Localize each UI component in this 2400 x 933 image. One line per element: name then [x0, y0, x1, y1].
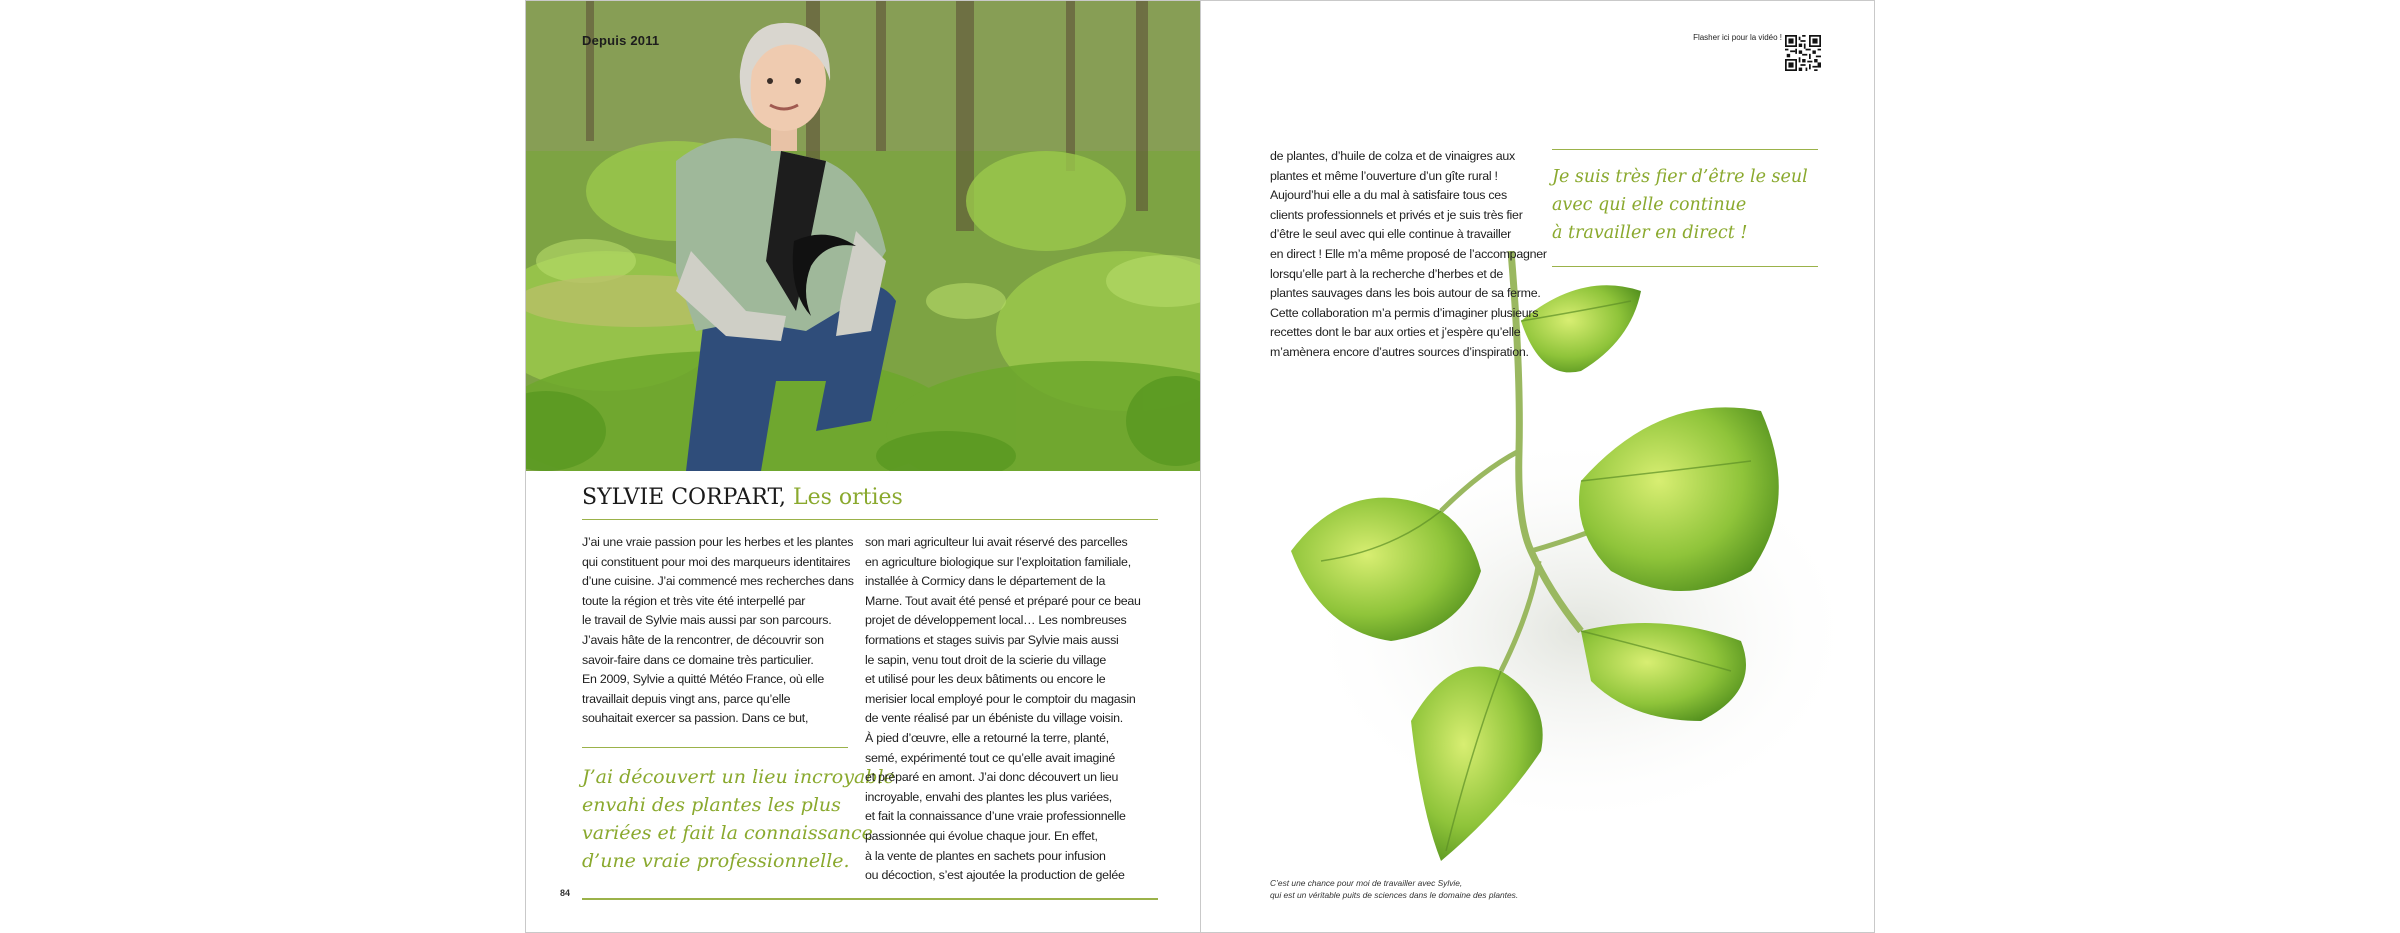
text-line: J’avais hâte de la rencontrer, de découvrir son — [582, 632, 824, 647]
text-line: à la vente de plantes en sachets pour infusion — [865, 848, 1106, 863]
quote-line: envahi des plantes les plus — [582, 794, 841, 816]
quote-line: avec qui elle continue — [1552, 195, 1747, 215]
text-line: en agriculture biologique sur l’exploitation familiale, — [865, 554, 1131, 569]
pull-quote-left — [582, 763, 895, 875]
text-line: semé, expérimenté tout ce qu’elle avait imaginé — [865, 750, 1115, 765]
text-line: installée à Cormicy dans le département de la — [865, 574, 1106, 589]
photo-caption — [1270, 877, 1518, 901]
text-line: J’ai une vraie passion pour les herbes et les plantes — [582, 535, 854, 549]
quote-rule — [582, 747, 848, 748]
quote-line: Je suis très fier d’être le seul — [1552, 167, 1808, 187]
text-line: travaillait depuis vingt ans, parce qu’elle — [582, 691, 791, 706]
caption-line: qui est un véritable puits de sciences dans le domaine des plantes. — [1270, 890, 1519, 900]
right-text-column — [1270, 147, 1547, 363]
caption-line: C’est une chance pour moi de travailler avec Sylvie, — [1270, 878, 1463, 888]
text-line: recettes dont le bar aux orties et j’espère qu’elle — [1270, 325, 1521, 340]
text-line: de vente réalisé par un ébéniste du village voisin. — [865, 711, 1123, 726]
text-line: En 2009, Sylvie a quitté Météo France, où elle — [582, 672, 824, 687]
text-line: son mari agriculteur lui avait réservé des parcelles — [865, 535, 1128, 549]
text-line: d’une cuisine. J’ai commencé mes recherches dans — [582, 574, 854, 589]
text-line: incroyable, envahi des plantes les plus variées, — [865, 789, 1112, 804]
right-page — [1200, 0, 1875, 933]
text-line: Marne. Tout avait été pensé et préparé pour ce beau — [865, 593, 1141, 608]
text-line: toute la région et très vite été interpellé par — [582, 593, 806, 608]
text-line: qui constituent pour moi des marqueurs identitaires — [582, 554, 851, 569]
text-line: ou décoction, s’est ajoutée la production de gelée — [865, 868, 1125, 883]
text-line: Cette collaboration m’a permis d’imaginer plusieurs — [1270, 305, 1539, 320]
left-text-column-1 — [582, 533, 854, 729]
text-line: passionnée qui évolue chaque jour. En effet, — [865, 828, 1098, 843]
headline-rule — [582, 519, 1158, 520]
page-number: 84 — [560, 888, 571, 898]
text-line: projet de développement local… Les nombreuses — [865, 613, 1127, 628]
text-line: d’être le seul avec qui elle continue à travailler — [1270, 227, 1511, 242]
text-line: Aujourd’hui elle a du mal à satisfaire tous ces — [1270, 188, 1507, 203]
quote-line: d’une vraie professionnelle. — [582, 850, 850, 872]
text-line: en direct ! Elle m’a même proposé de l’accompagner — [1270, 246, 1547, 261]
text-line: m’amènera encore d’autres sources d’inspiration. — [1270, 344, 1529, 359]
text-line: et fait la connaissance d’une vraie professionnelle — [865, 809, 1126, 824]
left-page — [525, 0, 1201, 933]
portrait-photo — [526, 1, 1201, 471]
right-quote-bottom-rule — [1552, 266, 1818, 267]
text-line: et utilisé pour les deux bâtiments ou encore le — [865, 672, 1106, 687]
headline-topic: Les orties — [792, 485, 903, 510]
text-line: savoir-faire dans ce domaine très particulier. — [582, 652, 814, 667]
text-line: clients professionnels et privés et je suis très fier — [1270, 207, 1523, 222]
since-label: Depuis 2011 — [582, 33, 660, 48]
text-line: merisier local employé pour le comptoir du magasin — [865, 691, 1136, 706]
right-quote-top-rule — [1552, 149, 1818, 150]
text-line: plantes et même l’ouverture d’un gîte rural ! — [1270, 168, 1498, 183]
qr-code-icon[interactable] — [1785, 35, 1821, 71]
text-line: de plantes, d’huile de colza et de vinaigres aux — [1270, 149, 1515, 163]
text-line: le travail de Sylvie mais aussi par son parcours. — [582, 613, 832, 628]
text-line: lorsqu’elle part à la recherche d’herbes et de — [1270, 266, 1504, 281]
text-line: le sapin, venu tout droit de la scierie du village — [865, 652, 1106, 667]
left-text-column-2 — [865, 533, 1141, 886]
portrait-illustration — [526, 1, 1201, 471]
quote-line: variées et fait la connaissance — [582, 822, 873, 844]
headline-name: SYLVIE CORPART, — [582, 485, 786, 510]
qr-label: Flasher ici pour la vidéo ! — [1693, 33, 1782, 42]
text-line: plantes sauvages dans les bois autour de sa ferme. — [1270, 286, 1541, 301]
quote-line: à travailler en direct ! — [1552, 223, 1748, 243]
pull-quote-right — [1552, 163, 1808, 247]
article-headline — [582, 485, 903, 511]
text-line: et préparé en amont. J’ai donc découvert un lieu — [865, 770, 1119, 785]
text-line: souhaitait exercer sa passion. Dans ce but, — [582, 711, 809, 726]
text-line: À pied d’œuvre, elle a retourné la terre, planté, — [865, 730, 1109, 745]
quote-line: J’ai découvert un lieu incroyable — [582, 766, 895, 788]
footer-rule — [582, 898, 1158, 900]
text-line: formations et stages suivis par Sylvie mais aussi — [865, 632, 1119, 647]
